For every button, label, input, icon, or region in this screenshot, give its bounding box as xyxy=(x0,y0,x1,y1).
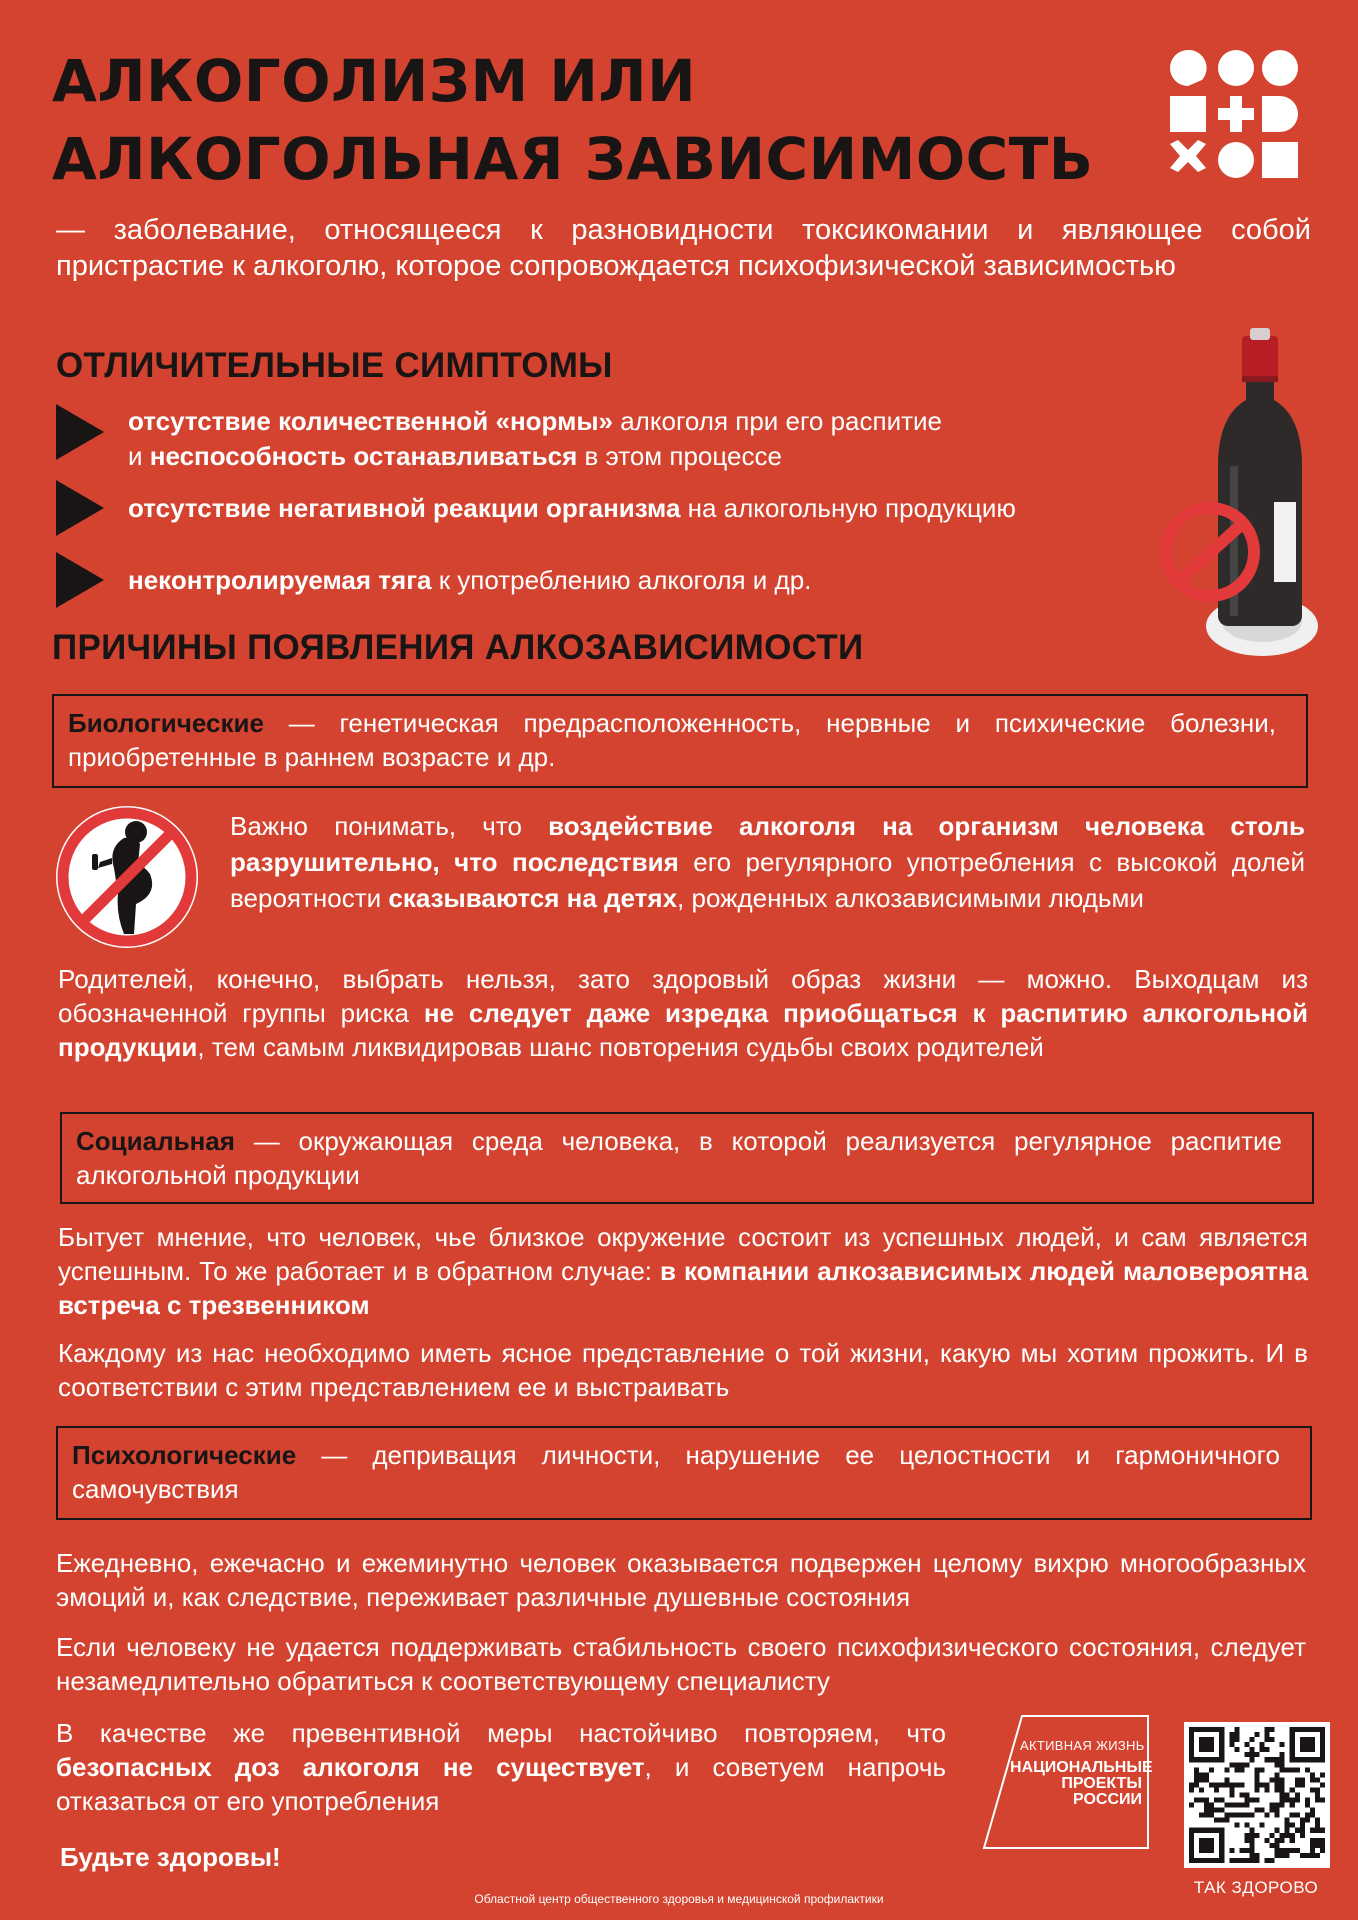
intro-definition: — заболевание, относящееся к разновидности токсикомании и являющее собой пристрастие к алкоголю, которое сопровождается психофизической зависимостью xyxy=(56,214,1311,282)
para-bold: безопасных доз алкоголя не существует xyxy=(56,1752,645,1782)
cause-label: Биологические xyxy=(68,708,264,738)
specialist-paragraph: Если человеку не удается поддерживать стабильность своего психофизического состояния, следует незамедлительно обратиться к соответствующему специалисту xyxy=(56,1632,1306,1696)
qr-code[interactable] xyxy=(1184,1722,1330,1868)
symptom-plain: к употреблению алкоголя и др. xyxy=(431,564,812,595)
para-plain: , рожденных алкозависимыми людьми xyxy=(677,883,1144,913)
symptom-bold: неспособность останавливаться xyxy=(149,441,578,471)
symptom-item xyxy=(56,552,1156,608)
symptom-plain: на алкогольную продукцию xyxy=(680,492,1016,523)
qr-caption: ТАК ЗДОРОВО xyxy=(1193,1878,1319,1897)
triangle-bullet-icon xyxy=(56,480,104,536)
pregnant-woman-prohibited-icon xyxy=(52,802,202,952)
footer-organization: Областной центр общественного здоровья и медицинской профилактики xyxy=(474,1892,884,1906)
logo-mark-icon xyxy=(1166,46,1302,182)
opinion-paragraph xyxy=(58,1220,1308,1322)
symptom-bold: отсутствие негативной реакции организма xyxy=(128,492,681,523)
para-bold: сказываются на детях xyxy=(388,883,678,913)
symptom-item xyxy=(56,404,1156,474)
para-bold: воздействие алкоголя на организм человека столь разрушительно, что последствия xyxy=(230,811,1305,877)
symptom-text xyxy=(128,563,811,598)
cause-box-biological xyxy=(52,694,1308,788)
triangle-bullet-icon xyxy=(56,404,104,460)
para-plain: В качестве же превентивной меры настойчиво повторяем, что xyxy=(56,1718,946,1748)
para-plain: Важно понимать, что xyxy=(230,811,549,841)
symptom-text xyxy=(128,404,942,474)
triangle-bullet-icon xyxy=(56,552,104,608)
emotions-paragraph: Ежедневно, ежечасно и ежеминутно человек оказывается подвержен целому вихрю многообразных эмоций и, как следствие, переживает различные душевные состояния xyxy=(56,1548,1306,1612)
np-line: РОССИИ xyxy=(1072,1791,1142,1808)
wine-bottle-icon xyxy=(1150,326,1325,664)
cause-box-psychological xyxy=(56,1426,1312,1520)
cause-text: — генетическая предрасположенность, нервные и психические болезни, приобретенные в раннем возрасте и др. xyxy=(68,708,1276,772)
symptom-text xyxy=(128,491,1016,526)
symptom-item xyxy=(56,480,1156,536)
symptoms-heading: ОТЛИЧИТЕЛЬНЫЕ СИМПТОМЫ xyxy=(56,346,613,385)
prevention-paragraph xyxy=(56,1716,946,1818)
page-title xyxy=(52,42,1094,198)
para-plain: его регулярного употребления с высокой долей вероятности xyxy=(230,847,1305,913)
cause-text: — окружающая среда человека, в которой реализуется регулярное распитие алкогольной продукции xyxy=(76,1126,1282,1190)
para-bold: не следует даже изредка приобщаться к распитию алкогольной продукции xyxy=(58,998,1309,1062)
para-plain: , и советуем напрочь отказаться от его употребления xyxy=(56,1752,946,1816)
title-line-2: АЛКОГОЛЬНАЯ ЗАВИСИМОСТЬ xyxy=(52,125,1094,193)
para-bold: в компании алкозависимых людей маловероятна встреча с трезвенником xyxy=(58,1256,1308,1320)
national-projects-tagline: АКТИВНАЯ ЖИЗНЬ xyxy=(1020,1738,1145,1753)
important-paragraph xyxy=(230,808,1305,916)
para-plain: Бытует мнение, что человек, чье близкое окружение состоит из успешных людей, и сам является успешным. То же работает и в обратном случае: xyxy=(58,1222,1308,1286)
symptom-bold: отсутствие количественной «нормы» xyxy=(128,406,613,436)
cause-label: Психологические xyxy=(72,1440,297,1470)
causes-heading: ПРИЧИНЫ ПОЯВЛЕНИЯ АЛКОЗАВИСИМОСТИ xyxy=(52,628,864,667)
symptom-plain: и xyxy=(128,441,150,471)
parents-paragraph xyxy=(58,962,1308,1064)
title-line-1: АЛКОГОЛИЗМ ИЛИ xyxy=(52,47,697,115)
symptom-plain: алкоголя при его распитие xyxy=(613,406,943,436)
symptom-bold: неконтролируемая тяга xyxy=(128,564,432,595)
cause-box-social xyxy=(60,1112,1314,1204)
cause-text: — депривация личности, нарушение ее целостности и гармоничного самочувствия xyxy=(72,1440,1280,1504)
np-line: НАЦИОНАЛЬНЫЕ xyxy=(1010,1759,1153,1776)
national-projects-title xyxy=(1010,1759,1153,1808)
symptom-plain: в этом процессе xyxy=(577,441,782,471)
closing-text: Будьте здоровы! xyxy=(60,1842,281,1872)
cause-label: Социальная xyxy=(76,1126,235,1156)
para-plain: Родителей, конечно, выбрать нельзя, зато здоровый образ жизни — можно. Выходцам из обозначенной группы риска xyxy=(58,964,1308,1028)
vision-paragraph: Каждому из нас необходимо иметь ясное представление о той жизни, какую мы хотим прожить. И в соответствии с этим представлением ее и выстраивать xyxy=(58,1338,1308,1402)
para-plain: , тем самым ликвидировав шанс повторения судьбы своих родителей xyxy=(197,1032,1044,1062)
np-line: ПРОЕКТЫ xyxy=(1061,1775,1142,1792)
